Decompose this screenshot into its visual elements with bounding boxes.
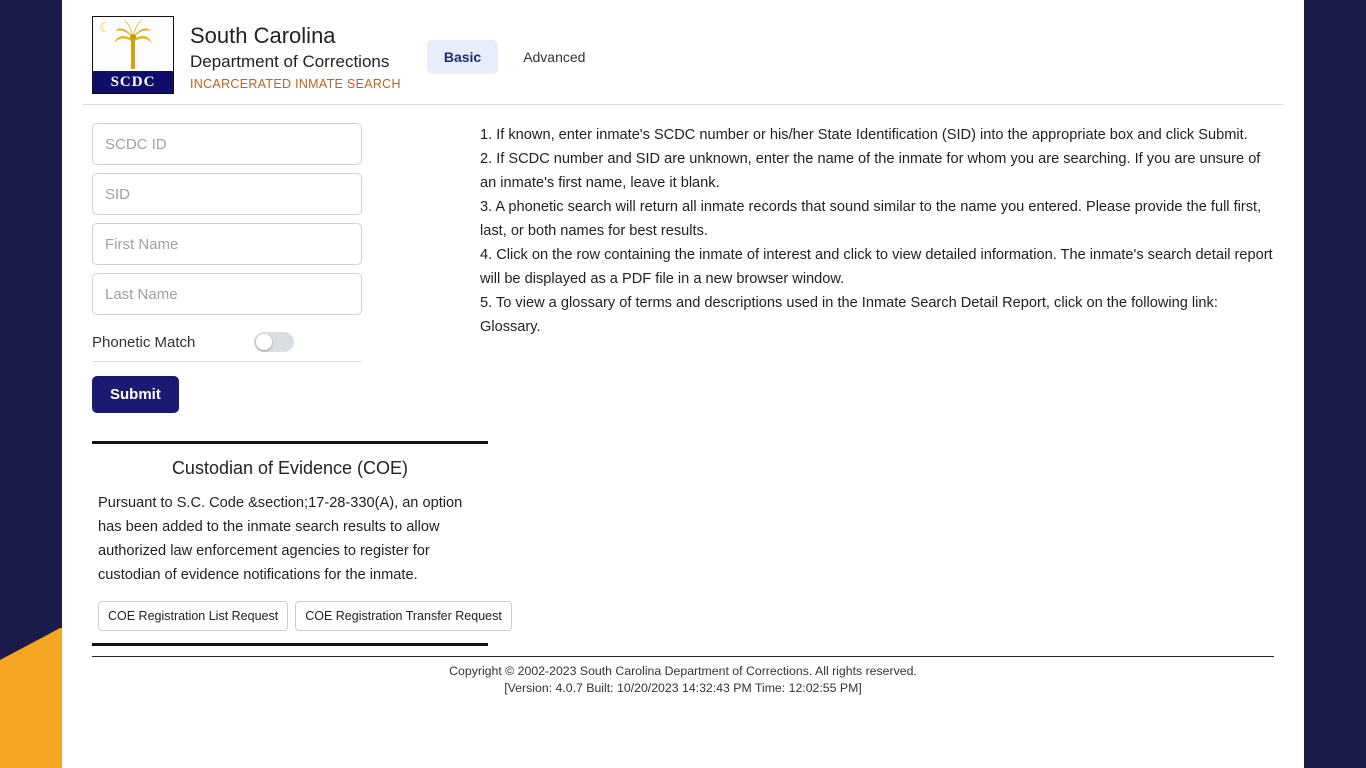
browser-page <box>62 0 1304 768</box>
version-text: [Version: 4.0.7 Built: 10/20/2023 14:32:43 PM Time: 12:02:55 PM] <box>504 681 862 695</box>
coe-registration-list-request-button[interactable]: COE Registration List Request <box>98 601 288 631</box>
submit-button[interactable]: Submit <box>92 376 179 413</box>
copyright-text: Copyright © 2002-2023 South Carolina Department of Corrections. All rights reserved. <box>449 664 917 678</box>
tab-basic[interactable]: Basic <box>427 40 498 74</box>
coe-registration-transfer-request-button[interactable]: COE Registration Transfer Request <box>295 601 512 631</box>
site-tagline: INCARCERATED INMATE SEARCH <box>190 77 401 91</box>
site-titles <box>190 16 401 94</box>
custodian-of-evidence-panel <box>92 441 502 646</box>
page-footer <box>92 656 1274 697</box>
instruction-item: 1. If known, enter inmate's SCDC number or his/her State Identification (SID) into the appropriate box and click Submit. <box>480 127 1248 143</box>
instruction-item: 3. A phonetic search will return all inmate records that sound similar to the name you entered. Please provide the full first, last, or both names for best results. <box>480 199 1262 239</box>
instruction-item: 2. If SCDC number and SID are unknown, enter the name of the inmate for whom you are searching. If you are unsure of an inmate's first name, leave it blank. <box>480 151 1261 191</box>
scdc-id-input[interactable] <box>92 123 362 165</box>
crescent-moon-icon: ☾ <box>99 20 111 35</box>
sid-input[interactable] <box>92 173 362 215</box>
scdc-logo <box>92 16 174 94</box>
coe-body-text: Pursuant to S.C. Code &section;17-28-330(A), an option has been added to the inmate search results to allow authorized law enforcement agencies to register for custodian of evidence notifications for the inmate. <box>98 495 463 583</box>
first-name-input[interactable] <box>92 223 362 265</box>
phonetic-match-row <box>92 323 362 362</box>
toggle-knob <box>256 334 272 350</box>
phonetic-match-label: Phonetic Match <box>92 333 196 351</box>
last-name-input[interactable] <box>92 273 362 315</box>
coe-button-group <box>98 601 502 631</box>
phonetic-match-toggle[interactable] <box>254 332 294 352</box>
department-name: Department of Corrections <box>190 52 390 71</box>
tab-advanced[interactable]: Advanced <box>523 49 586 65</box>
main-content <box>62 105 1304 646</box>
search-form-column <box>62 123 502 646</box>
agency-name: South Carolina <box>190 23 336 48</box>
search-mode-tabs <box>427 16 603 74</box>
instruction-item: 4. Click on the row containing the inmate of interest and click to view detailed information. The inmate's search detail report will be displayed as a PDF file in a new browser window. <box>480 247 1273 287</box>
logo-wordmark: SCDC <box>93 71 173 93</box>
site-header <box>62 0 1304 98</box>
coe-title: Custodian of Evidence (COE) <box>171 458 409 478</box>
instructions-list <box>480 123 1274 339</box>
instructions-column <box>462 123 1304 646</box>
instruction-item: 5. To view a glossary of terms and descriptions used in the Inmate Search Detail Report, click on the following link: Glossary. <box>480 295 1218 335</box>
palmetto-tree-icon <box>111 19 155 71</box>
